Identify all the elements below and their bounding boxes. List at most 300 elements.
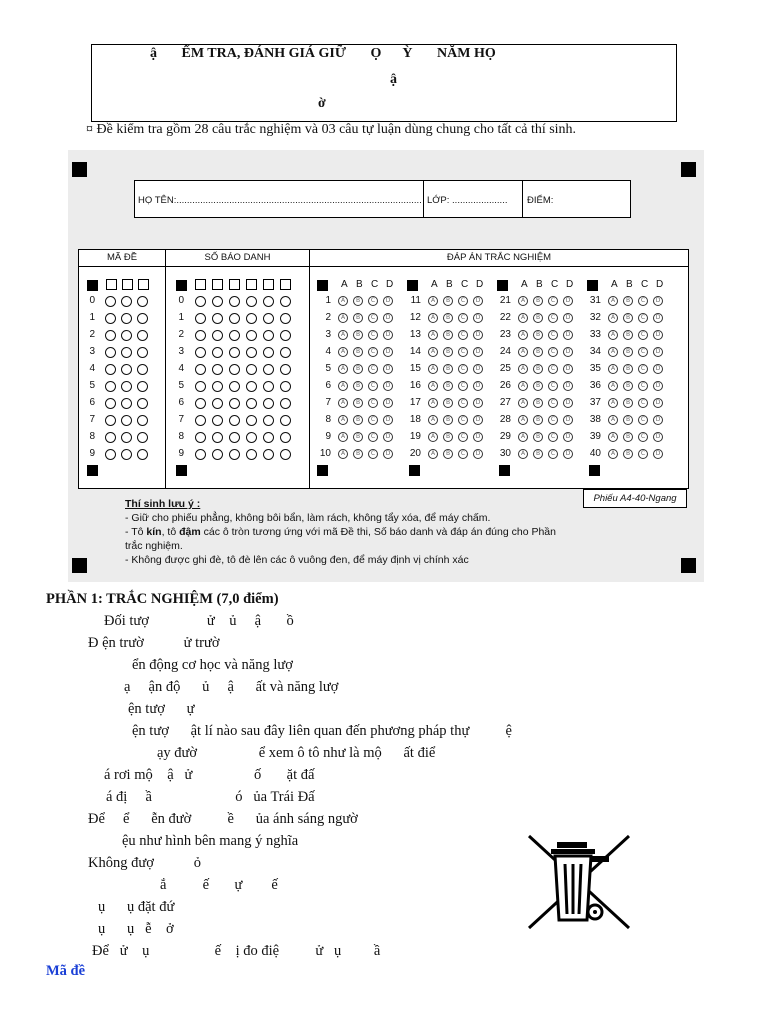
question-line: ện tượ ật lí nào sau đây liên quan đến phương pháp thự ệ: [132, 723, 512, 739]
answer-bubble[interactable]: B: [443, 415, 453, 425]
answer-bubble[interactable]: D: [653, 364, 663, 374]
answer-bubble[interactable]: B: [623, 381, 633, 391]
answer-bubble[interactable]: B: [443, 364, 453, 374]
answer-bubble[interactable]: D: [653, 296, 663, 306]
answer-bubble[interactable]: B: [533, 313, 543, 323]
answer-bubble[interactable]: B: [623, 330, 633, 340]
code-bubble[interactable]: [121, 449, 132, 460]
answer-bubble[interactable]: D: [473, 347, 483, 357]
corner-marker: [681, 558, 696, 573]
answer-bubble[interactable]: D: [653, 330, 663, 340]
answer-bubble[interactable]: B: [353, 398, 363, 408]
digit-label: 8: [89, 431, 95, 442]
answer-bubble[interactable]: D: [563, 313, 573, 323]
code-bubble[interactable]: [121, 432, 132, 443]
answer-bubble[interactable]: A: [518, 398, 528, 408]
code-bubble[interactable]: [105, 415, 116, 426]
code-bubble[interactable]: [105, 381, 116, 392]
answer-bubble[interactable]: C: [638, 347, 648, 357]
sbd-bubble[interactable]: [246, 347, 257, 358]
sbd-bubble[interactable]: [195, 330, 206, 341]
answer-bubble[interactable]: B: [623, 449, 633, 459]
digit-label: 2: [178, 329, 184, 340]
answer-bubble[interactable]: A: [608, 381, 618, 391]
answer-bubble[interactable]: C: [548, 364, 558, 374]
sbd-bubble[interactable]: [280, 313, 291, 324]
answer-bubble[interactable]: C: [458, 449, 468, 459]
answer-bubble[interactable]: C: [548, 313, 558, 323]
sbd-bubble[interactable]: [280, 432, 291, 443]
answer-bubble[interactable]: C: [458, 381, 468, 391]
answer-bubble[interactable]: B: [623, 432, 633, 442]
answer-bubble[interactable]: D: [383, 313, 393, 323]
answer-bubble[interactable]: D: [473, 313, 483, 323]
header-title: ậ ỂM TRA, ĐÁNH GIÁ GIỮ Ọ Ỳ NĂM HỌ: [150, 46, 496, 61]
answer-bubble[interactable]: B: [353, 313, 363, 323]
name-field[interactable]: HỌ TÊN:.............................................................................................: [138, 195, 422, 206]
code-bubble[interactable]: [121, 381, 132, 392]
answer-bubble[interactable]: B: [443, 398, 453, 408]
answer-bubble[interactable]: B: [533, 347, 543, 357]
answer-bubble[interactable]: C: [638, 398, 648, 408]
sbd-bubble[interactable]: [212, 364, 223, 375]
answer-bubble[interactable]: D: [383, 381, 393, 391]
answer-bubble[interactable]: A: [608, 398, 618, 408]
answer-bubble[interactable]: C: [548, 398, 558, 408]
answer-bubble[interactable]: C: [368, 313, 378, 323]
sbd-bubble[interactable]: [212, 296, 223, 307]
timing-mark: [176, 280, 187, 291]
answer-bubble[interactable]: B: [623, 296, 633, 306]
answer-bubble[interactable]: C: [548, 415, 558, 425]
answer-bubble[interactable]: B: [353, 330, 363, 340]
student-info-box: [134, 180, 631, 218]
answer-bubble[interactable]: A: [428, 364, 438, 374]
code-bubble[interactable]: [121, 296, 132, 307]
code-bubble[interactable]: [121, 364, 132, 375]
answer-bubble[interactable]: C: [638, 364, 648, 374]
sbd-bubble[interactable]: [195, 364, 206, 375]
sbd-bubble[interactable]: [263, 364, 274, 375]
sbd-bubble[interactable]: [229, 398, 240, 409]
question-line: ện tượ ự: [128, 701, 195, 717]
answer-bubble[interactable]: D: [473, 398, 483, 408]
sbd-bubble[interactable]: [229, 432, 240, 443]
sbd-bubble[interactable]: [263, 381, 274, 392]
sbd-bubble[interactable]: [246, 398, 257, 409]
answer-bubble[interactable]: A: [428, 398, 438, 408]
code-bubble[interactable]: [105, 313, 116, 324]
answer-bubble[interactable]: A: [608, 296, 618, 306]
question-line: Đối tượ ử ủ ậ ồ: [104, 613, 294, 629]
sbd-bubble[interactable]: [263, 296, 274, 307]
letter-label: D: [566, 279, 574, 290]
answer-bubble[interactable]: A: [338, 296, 348, 306]
answer-bubble[interactable]: C: [368, 381, 378, 391]
sbd-bubble[interactable]: [246, 381, 257, 392]
code-bubble[interactable]: [137, 449, 148, 460]
notes-line: trắc nghiệm.: [125, 540, 183, 552]
sbd-bubble[interactable]: [212, 313, 223, 324]
digit-label: 9: [89, 448, 95, 459]
digit-label: 6: [178, 397, 184, 408]
answer-bubble[interactable]: A: [428, 432, 438, 442]
sbd-bubble[interactable]: [195, 313, 206, 324]
answer-bubble[interactable]: B: [623, 415, 633, 425]
code-bubble[interactable]: [105, 398, 116, 409]
answer-bubble[interactable]: A: [518, 347, 528, 357]
letter-label: A: [341, 279, 348, 290]
answer-bubble[interactable]: A: [608, 415, 618, 425]
answer-bubble[interactable]: A: [338, 313, 348, 323]
answer-bubble[interactable]: B: [533, 449, 543, 459]
crossed-bin-icon: [525, 832, 635, 932]
answer-bubble[interactable]: A: [518, 381, 528, 391]
answer-bubble[interactable]: C: [638, 432, 648, 442]
answer-bubble[interactable]: A: [338, 449, 348, 459]
answer-bubble[interactable]: D: [383, 364, 393, 374]
question-number: 32: [589, 312, 601, 323]
code-bubble[interactable]: [137, 296, 148, 307]
sbd-box[interactable]: [246, 279, 257, 290]
answer-bubble[interactable]: C: [368, 398, 378, 408]
sbd-bubble[interactable]: [246, 296, 257, 307]
answer-bubble[interactable]: D: [383, 449, 393, 459]
answer-bubble[interactable]: C: [458, 364, 468, 374]
answer-bubble[interactable]: D: [383, 347, 393, 357]
sbd-bubble[interactable]: [280, 415, 291, 426]
letter-label: B: [446, 279, 453, 290]
answer-bubble[interactable]: C: [368, 296, 378, 306]
answer-bubble[interactable]: D: [563, 330, 573, 340]
answer-bubble[interactable]: B: [443, 432, 453, 442]
answer-bubble[interactable]: A: [428, 330, 438, 340]
answer-bubble[interactable]: C: [458, 432, 468, 442]
answer-bubble[interactable]: C: [638, 313, 648, 323]
code-bubble[interactable]: [105, 449, 116, 460]
answer-bubble[interactable]: B: [353, 364, 363, 374]
sbd-bubble[interactable]: [195, 347, 206, 358]
answer-bubble[interactable]: D: [473, 296, 483, 306]
answer-bubble[interactable]: D: [653, 381, 663, 391]
answer-bubble[interactable]: D: [563, 347, 573, 357]
answer-bubble[interactable]: D: [563, 381, 573, 391]
sbd-bubble[interactable]: [195, 432, 206, 443]
answer-bubble[interactable]: C: [638, 449, 648, 459]
code-bubble[interactable]: [137, 398, 148, 409]
answer-bubble[interactable]: C: [548, 296, 558, 306]
sbd-bubble[interactable]: [246, 449, 257, 460]
code-bubble[interactable]: [121, 398, 132, 409]
letter-label: A: [611, 279, 618, 290]
code-box[interactable]: [106, 279, 117, 290]
question-line: Để ể ễn đườ ề ủa ánh sáng ngườ: [88, 811, 358, 827]
sbd-bubble[interactable]: [212, 432, 223, 443]
answer-bubble[interactable]: D: [383, 296, 393, 306]
answer-bubble[interactable]: B: [623, 313, 633, 323]
answer-bubble[interactable]: C: [458, 398, 468, 408]
answer-bubble[interactable]: A: [518, 330, 528, 340]
code-bubble[interactable]: [137, 432, 148, 443]
answer-bubble[interactable]: D: [383, 415, 393, 425]
answer-bubble[interactable]: A: [518, 432, 528, 442]
answer-bubble[interactable]: B: [533, 381, 543, 391]
answer-bubble[interactable]: B: [353, 296, 363, 306]
code-bubble[interactable]: [105, 347, 116, 358]
sbd-bubble[interactable]: [195, 381, 206, 392]
answer-bubble[interactable]: C: [458, 296, 468, 306]
sbd-bubble[interactable]: [246, 364, 257, 375]
sbd-bubble[interactable]: [280, 347, 291, 358]
answer-bubble[interactable]: A: [338, 347, 348, 357]
sbd-bubble[interactable]: [195, 296, 206, 307]
answer-bubble[interactable]: D: [473, 330, 483, 340]
digit-label: 6: [89, 397, 95, 408]
code-bubble[interactable]: [137, 347, 148, 358]
answer-bubble[interactable]: A: [518, 449, 528, 459]
answer-bubble[interactable]: B: [443, 449, 453, 459]
answer-bubble[interactable]: C: [638, 330, 648, 340]
answer-bubble[interactable]: C: [548, 347, 558, 357]
question-number: 28: [499, 414, 511, 425]
answer-bubble[interactable]: D: [563, 449, 573, 459]
answer-bubble[interactable]: A: [518, 415, 528, 425]
code-bubble[interactable]: [137, 415, 148, 426]
answer-bubble[interactable]: C: [368, 415, 378, 425]
sbd-bubble[interactable]: [280, 449, 291, 460]
answer-bubble[interactable]: A: [608, 364, 618, 374]
answer-bubble[interactable]: D: [383, 432, 393, 442]
class-field[interactable]: LỚP: .....................: [427, 195, 508, 206]
sbd-bubble[interactable]: [246, 432, 257, 443]
sbd-bubble[interactable]: [229, 330, 240, 341]
sbd-bubble[interactable]: [212, 398, 223, 409]
answer-bubble[interactable]: C: [458, 330, 468, 340]
sbd-box[interactable]: [280, 279, 291, 290]
code-bubble[interactable]: [121, 415, 132, 426]
answer-bubble[interactable]: A: [608, 432, 618, 442]
answer-bubble[interactable]: D: [473, 364, 483, 374]
answer-bubble[interactable]: C: [368, 449, 378, 459]
answer-bubble[interactable]: A: [608, 449, 618, 459]
sbd-bubble[interactable]: [263, 432, 274, 443]
question-number: 2: [325, 312, 331, 323]
notes-title: Thí sinh lưu ý :: [125, 498, 201, 510]
answer-bubble[interactable]: A: [338, 415, 348, 425]
code-bubble[interactable]: [137, 330, 148, 341]
answer-bubble[interactable]: A: [608, 330, 618, 340]
answer-bubble[interactable]: D: [563, 432, 573, 442]
digit-label: 2: [89, 329, 95, 340]
sbd-bubble[interactable]: [246, 415, 257, 426]
answer-bubble[interactable]: A: [338, 381, 348, 391]
answer-bubble[interactable]: A: [428, 347, 438, 357]
code-bubble[interactable]: [105, 364, 116, 375]
answer-bubble[interactable]: C: [548, 330, 558, 340]
sbd-bubble[interactable]: [195, 398, 206, 409]
sbd-bubble[interactable]: [195, 449, 206, 460]
answer-bubble[interactable]: C: [548, 432, 558, 442]
answer-bubble[interactable]: D: [653, 415, 663, 425]
sbd-bubble[interactable]: [263, 330, 274, 341]
answer-bubble[interactable]: B: [353, 381, 363, 391]
answer-bubble[interactable]: D: [473, 415, 483, 425]
answer-bubble[interactable]: A: [338, 364, 348, 374]
letter-label: A: [521, 279, 528, 290]
answer-bubble[interactable]: D: [473, 449, 483, 459]
code-bubble[interactable]: [137, 313, 148, 324]
sbd-bubble[interactable]: [212, 415, 223, 426]
answer-bubble[interactable]: C: [638, 296, 648, 306]
code-bubble[interactable]: [121, 313, 132, 324]
answer-bubble[interactable]: D: [653, 432, 663, 442]
sbd-bubble[interactable]: [229, 313, 240, 324]
answer-bubble[interactable]: B: [533, 415, 543, 425]
answer-bubble[interactable]: B: [623, 347, 633, 357]
answer-bubble[interactable]: A: [518, 313, 528, 323]
sbd-bubble[interactable]: [280, 381, 291, 392]
answer-bubble[interactable]: B: [623, 398, 633, 408]
code-bubble[interactable]: [137, 364, 148, 375]
answer-bubble[interactable]: B: [443, 313, 453, 323]
answer-bubble[interactable]: C: [548, 381, 558, 391]
sbd-box[interactable]: [229, 279, 240, 290]
answer-bubble[interactable]: C: [368, 347, 378, 357]
answer-bubble[interactable]: C: [458, 415, 468, 425]
sbd-box[interactable]: [212, 279, 223, 290]
sbd-bubble[interactable]: [229, 449, 240, 460]
answer-bubble[interactable]: D: [563, 415, 573, 425]
code-bubble[interactable]: [121, 330, 132, 341]
answer-bubble[interactable]: D: [563, 296, 573, 306]
answer-bubble[interactable]: C: [368, 364, 378, 374]
sbd-bubble[interactable]: [229, 415, 240, 426]
letter-label: C: [551, 279, 559, 290]
sbd-bubble[interactable]: [212, 330, 223, 341]
answer-bubble[interactable]: A: [338, 330, 348, 340]
answer-bubble[interactable]: B: [443, 330, 453, 340]
code-box[interactable]: [138, 279, 149, 290]
sbd-bubble[interactable]: [280, 296, 291, 307]
answer-bubble[interactable]: B: [353, 347, 363, 357]
question-line: Để ử ụ ế ị đo điệ ử ụ ầ: [92, 943, 381, 959]
sbd-bubble[interactable]: [280, 364, 291, 375]
answer-bubble[interactable]: D: [563, 364, 573, 374]
question-number: 1: [325, 295, 331, 306]
answer-bubble[interactable]: B: [533, 330, 543, 340]
answer-bubble[interactable]: B: [623, 364, 633, 374]
sbd-bubble[interactable]: [263, 415, 274, 426]
sbd-bubble[interactable]: [280, 330, 291, 341]
answer-bubble[interactable]: C: [458, 313, 468, 323]
header-answers: ĐÁP ÁN TRẮC NGHIỆM: [310, 250, 688, 267]
answer-bubble[interactable]: D: [653, 347, 663, 357]
sbd-bubble[interactable]: [229, 381, 240, 392]
sbd-box[interactable]: [263, 279, 274, 290]
answer-bubble[interactable]: D: [473, 381, 483, 391]
notes-line: - Giữ cho phiếu phẳng, không bôi bẩn, làm rách, không tẩy xóa, để máy chấm.: [125, 512, 491, 524]
answer-bubble[interactable]: D: [653, 449, 663, 459]
answer-bubble[interactable]: A: [608, 313, 618, 323]
answer-bubble[interactable]: C: [638, 415, 648, 425]
answer-bubble[interactable]: A: [608, 347, 618, 357]
answer-bubble[interactable]: B: [353, 432, 363, 442]
answer-bubble[interactable]: A: [518, 296, 528, 306]
sbd-bubble[interactable]: [246, 313, 257, 324]
code-bubble[interactable]: [105, 432, 116, 443]
answer-bubble[interactable]: B: [533, 364, 543, 374]
answer-bubble[interactable]: A: [428, 381, 438, 391]
code-box[interactable]: [122, 279, 133, 290]
answer-bubble[interactable]: C: [548, 449, 558, 459]
answer-bubble[interactable]: B: [353, 449, 363, 459]
answer-bubble[interactable]: B: [443, 347, 453, 357]
answer-bubble[interactable]: A: [428, 449, 438, 459]
sbd-bubble[interactable]: [263, 449, 274, 460]
answer-bubble[interactable]: A: [338, 398, 348, 408]
answer-bubble[interactable]: C: [638, 381, 648, 391]
code-bubble[interactable]: [137, 381, 148, 392]
answer-bubble[interactable]: D: [383, 330, 393, 340]
made-label: Mã đề: [46, 963, 86, 979]
answer-bubble[interactable]: C: [458, 347, 468, 357]
answer-bubble[interactable]: B: [353, 415, 363, 425]
answer-bubble[interactable]: B: [443, 381, 453, 391]
answer-bubble[interactable]: D: [383, 398, 393, 408]
answer-bubble[interactable]: B: [533, 398, 543, 408]
sbd-bubble[interactable]: [229, 296, 240, 307]
code-bubble[interactable]: [121, 347, 132, 358]
sbd-bubble[interactable]: [263, 313, 274, 324]
answer-bubble[interactable]: A: [338, 432, 348, 442]
timing-mark: [407, 280, 418, 291]
answer-bubble[interactable]: D: [653, 313, 663, 323]
answer-bubble[interactable]: D: [563, 398, 573, 408]
answer-bubble[interactable]: C: [368, 330, 378, 340]
sbd-bubble[interactable]: [229, 347, 240, 358]
sbd-bubble[interactable]: [246, 330, 257, 341]
answer-bubble[interactable]: D: [473, 432, 483, 442]
answer-bubble[interactable]: A: [518, 364, 528, 374]
sbd-bubble[interactable]: [212, 347, 223, 358]
answer-bubble[interactable]: A: [428, 415, 438, 425]
header-subtitle: ậ: [390, 72, 397, 87]
sbd-bubble[interactable]: [212, 381, 223, 392]
answer-bubble[interactable]: B: [533, 432, 543, 442]
answer-bubble[interactable]: D: [653, 398, 663, 408]
answer-bubble[interactable]: B: [533, 296, 543, 306]
sbd-bubble[interactable]: [195, 415, 206, 426]
letter-label: C: [371, 279, 379, 290]
answer-bubble[interactable]: A: [428, 313, 438, 323]
sbd-bubble[interactable]: [280, 398, 291, 409]
answer-bubble[interactable]: A: [428, 296, 438, 306]
answer-bubble[interactable]: B: [443, 296, 453, 306]
sbd-bubble[interactable]: [263, 347, 274, 358]
code-bubble[interactable]: [105, 296, 116, 307]
sbd-bubble[interactable]: [212, 449, 223, 460]
question-number: 25: [499, 363, 511, 374]
answer-bubble[interactable]: C: [368, 432, 378, 442]
question-number: 40: [589, 448, 601, 459]
sbd-box[interactable]: [195, 279, 206, 290]
sbd-bubble[interactable]: [229, 364, 240, 375]
sbd-bubble[interactable]: [263, 398, 274, 409]
code-bubble[interactable]: [105, 330, 116, 341]
bubble-grid: [78, 249, 689, 489]
question-number: 38: [589, 414, 601, 425]
question-line: Không đượ ỏ: [88, 855, 201, 871]
